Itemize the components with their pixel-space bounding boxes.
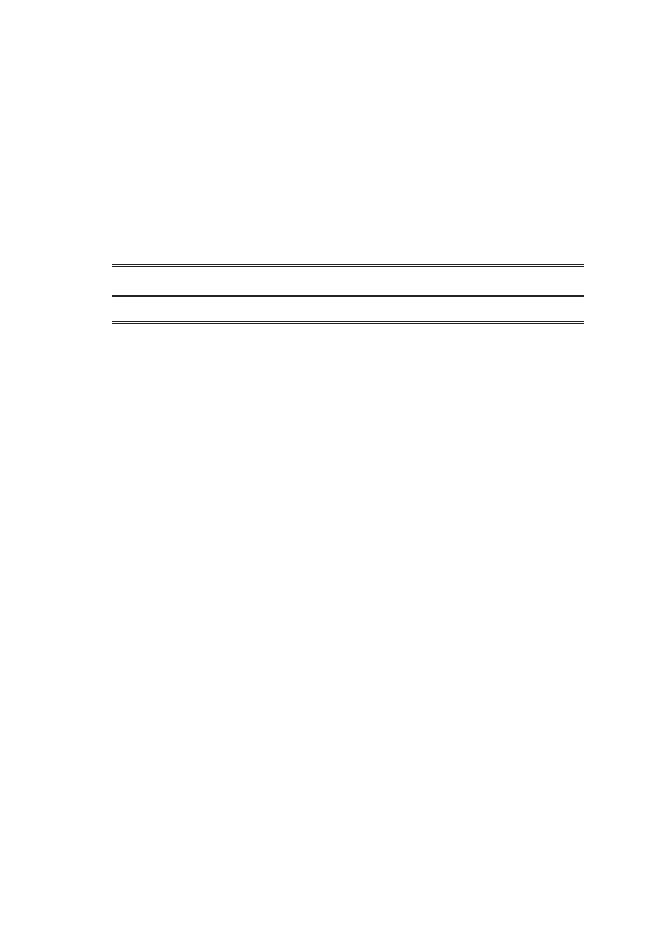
table-bottom-rule [112, 321, 584, 324]
activity-table [112, 264, 584, 324]
total-value [502, 297, 584, 321]
table-header-row [112, 267, 584, 295]
total-row [112, 297, 584, 321]
